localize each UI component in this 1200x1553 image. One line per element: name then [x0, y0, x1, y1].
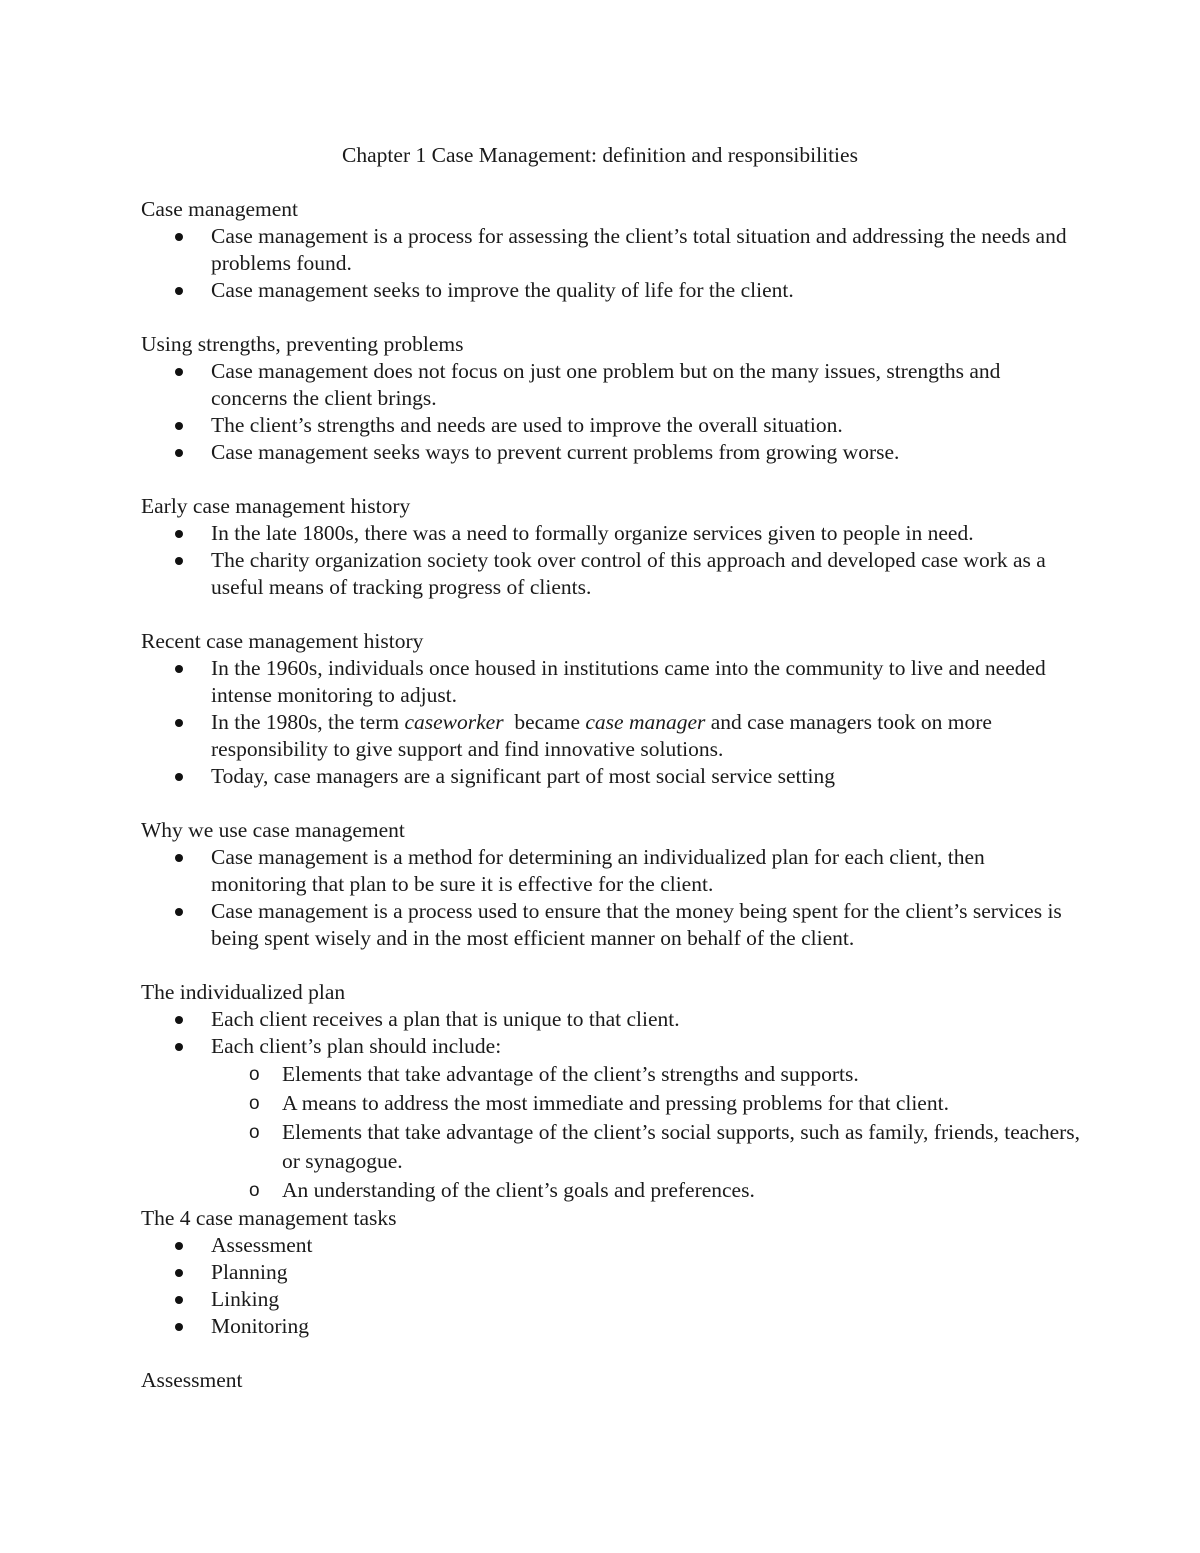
list-item: [141, 223, 1081, 277]
sub-list-item: [141, 1089, 1081, 1118]
list-item-text: Each client receives a plan that is unique to that client.: [211, 1007, 680, 1031]
sub-bullet-list: [141, 1060, 1081, 1205]
list-item: [141, 655, 1081, 709]
bullet-icon: [175, 449, 183, 457]
list-item-text: Case management does not focus on just one problem but on the many issues, strengths and concerns the client brings.: [211, 359, 1001, 410]
list-item: [141, 1286, 1081, 1313]
list-item: [141, 520, 1081, 547]
bullet-list: [141, 358, 1081, 466]
list-item: [141, 412, 1081, 439]
list-item-text: Case management seeks to improve the quality of life for the client.: [211, 278, 794, 302]
section-heading: Using strengths, preventing problems: [141, 332, 464, 356]
hollow-bullet-icon: o: [249, 1122, 260, 1143]
hollow-bullet-icon: o: [249, 1064, 260, 1085]
list-item: [141, 844, 1081, 898]
list-item: [141, 1313, 1081, 1340]
bullet-icon: [175, 1242, 183, 1250]
list-item-text: Planning: [211, 1260, 288, 1284]
sub-list-item-text: Elements that take advantage of the client’s social supports, such as family, friends, teachers, or synagogue.: [282, 1120, 1081, 1173]
list-item: [141, 547, 1081, 601]
section-heading: Assessment: [141, 1368, 243, 1392]
bullet-icon: [175, 530, 183, 538]
list-item: [141, 1006, 1081, 1033]
section-heading: Case management: [141, 197, 299, 221]
list-item: [141, 1232, 1081, 1259]
bullet-list: [141, 844, 1081, 952]
bullet-icon: [175, 908, 183, 916]
bullet-icon: [175, 665, 183, 673]
list-item-text: In the 1960s, individuals once housed in institutions came into the community to live and needed intense monitoring to adjust.: [211, 656, 1046, 707]
bullet-list: [141, 223, 1081, 304]
list-item: [141, 1033, 1081, 1060]
list-item: [141, 358, 1081, 412]
page-title: Chapter 1 Case Management: definition and responsibilities: [342, 143, 858, 167]
bullet-list: [141, 1006, 1081, 1060]
bullet-icon: [175, 1043, 183, 1051]
list-item-text: Linking: [211, 1287, 280, 1311]
list-item: [141, 277, 1081, 304]
section-heading: The individualized plan: [141, 980, 346, 1004]
list-item-text: Case management seeks ways to prevent current problems from growing worse.: [211, 440, 900, 464]
bullet-icon: [175, 422, 183, 430]
list-item-text: Case management is a process used to ensure that the money being spent for the client’s services is being spent wisely and in the most efficient manner on behalf of the client.: [211, 899, 1062, 950]
list-item: [141, 1259, 1081, 1286]
section-heading: Recent case management history: [141, 629, 424, 653]
section-heading: Early case management history: [141, 494, 411, 518]
hollow-bullet-icon: o: [249, 1093, 260, 1114]
bullet-icon: [175, 233, 183, 241]
bullet-list: [141, 1232, 1081, 1340]
document-body: [141, 196, 1081, 1394]
bullet-icon: [175, 1269, 183, 1277]
section-heading: Why we use case management: [141, 818, 405, 842]
bullet-list: [141, 520, 1081, 601]
list-item-text: The client’s strengths and needs are used to improve the overall situation.: [211, 413, 843, 437]
list-item-text: Each client’s plan should include:: [211, 1034, 502, 1058]
list-item-text: Case management is a method for determining an individualized plan for each client, then monitoring that plan to be sure it is effective for the client.: [211, 845, 985, 896]
bullet-icon: [175, 1016, 183, 1024]
section-heading: The 4 case management tasks: [141, 1206, 397, 1230]
sub-list-item: [141, 1118, 1081, 1176]
list-item-text: Case management is a process for assessing the client’s total situation and addressing the needs and problems found.: [211, 224, 1067, 275]
sub-list-item-text: A means to address the most immediate and pressing problems for that client.: [282, 1091, 949, 1115]
sub-list-item: [141, 1176, 1081, 1205]
list-item-text: Assessment: [211, 1233, 313, 1257]
list-item-text: The charity organization society took over control of this approach and developed case work as a useful means of tracking progress of clients.: [211, 548, 1046, 599]
bullet-icon: [175, 557, 183, 565]
bullet-icon: [175, 1323, 183, 1331]
sub-list-item-text: Elements that take advantage of the client’s strengths and supports.: [282, 1062, 859, 1086]
bullet-icon: [175, 1296, 183, 1304]
term-caseworker: caseworker: [404, 710, 504, 734]
list-item-text: Today, case managers are a significant part of most social service setting: [211, 764, 835, 788]
bullet-icon: [175, 368, 183, 376]
list-item: [141, 439, 1081, 466]
bullet-icon: [175, 287, 183, 295]
list-item-text: In the late 1800s, there was a need to formally organize services given to people in need.: [211, 521, 974, 545]
list-item-text: In the 1980s, the term caseworker became case manager and case managers took on more responsibility to give support and find innovative solutions.: [211, 710, 992, 761]
bullet-icon: [175, 854, 183, 862]
hollow-bullet-icon: o: [249, 1180, 260, 1201]
term-case-manager: case manager: [585, 710, 706, 734]
bullet-icon: [175, 719, 183, 727]
list-item: [141, 763, 1081, 790]
list-item-text: Monitoring: [211, 1314, 309, 1338]
bullet-list: [141, 655, 1081, 790]
bullet-icon: [175, 773, 183, 781]
list-item: [141, 709, 1081, 763]
list-item: [141, 898, 1081, 952]
sub-list-item: [141, 1060, 1081, 1089]
sub-list-item-text: An understanding of the client’s goals and preferences.: [282, 1178, 755, 1202]
